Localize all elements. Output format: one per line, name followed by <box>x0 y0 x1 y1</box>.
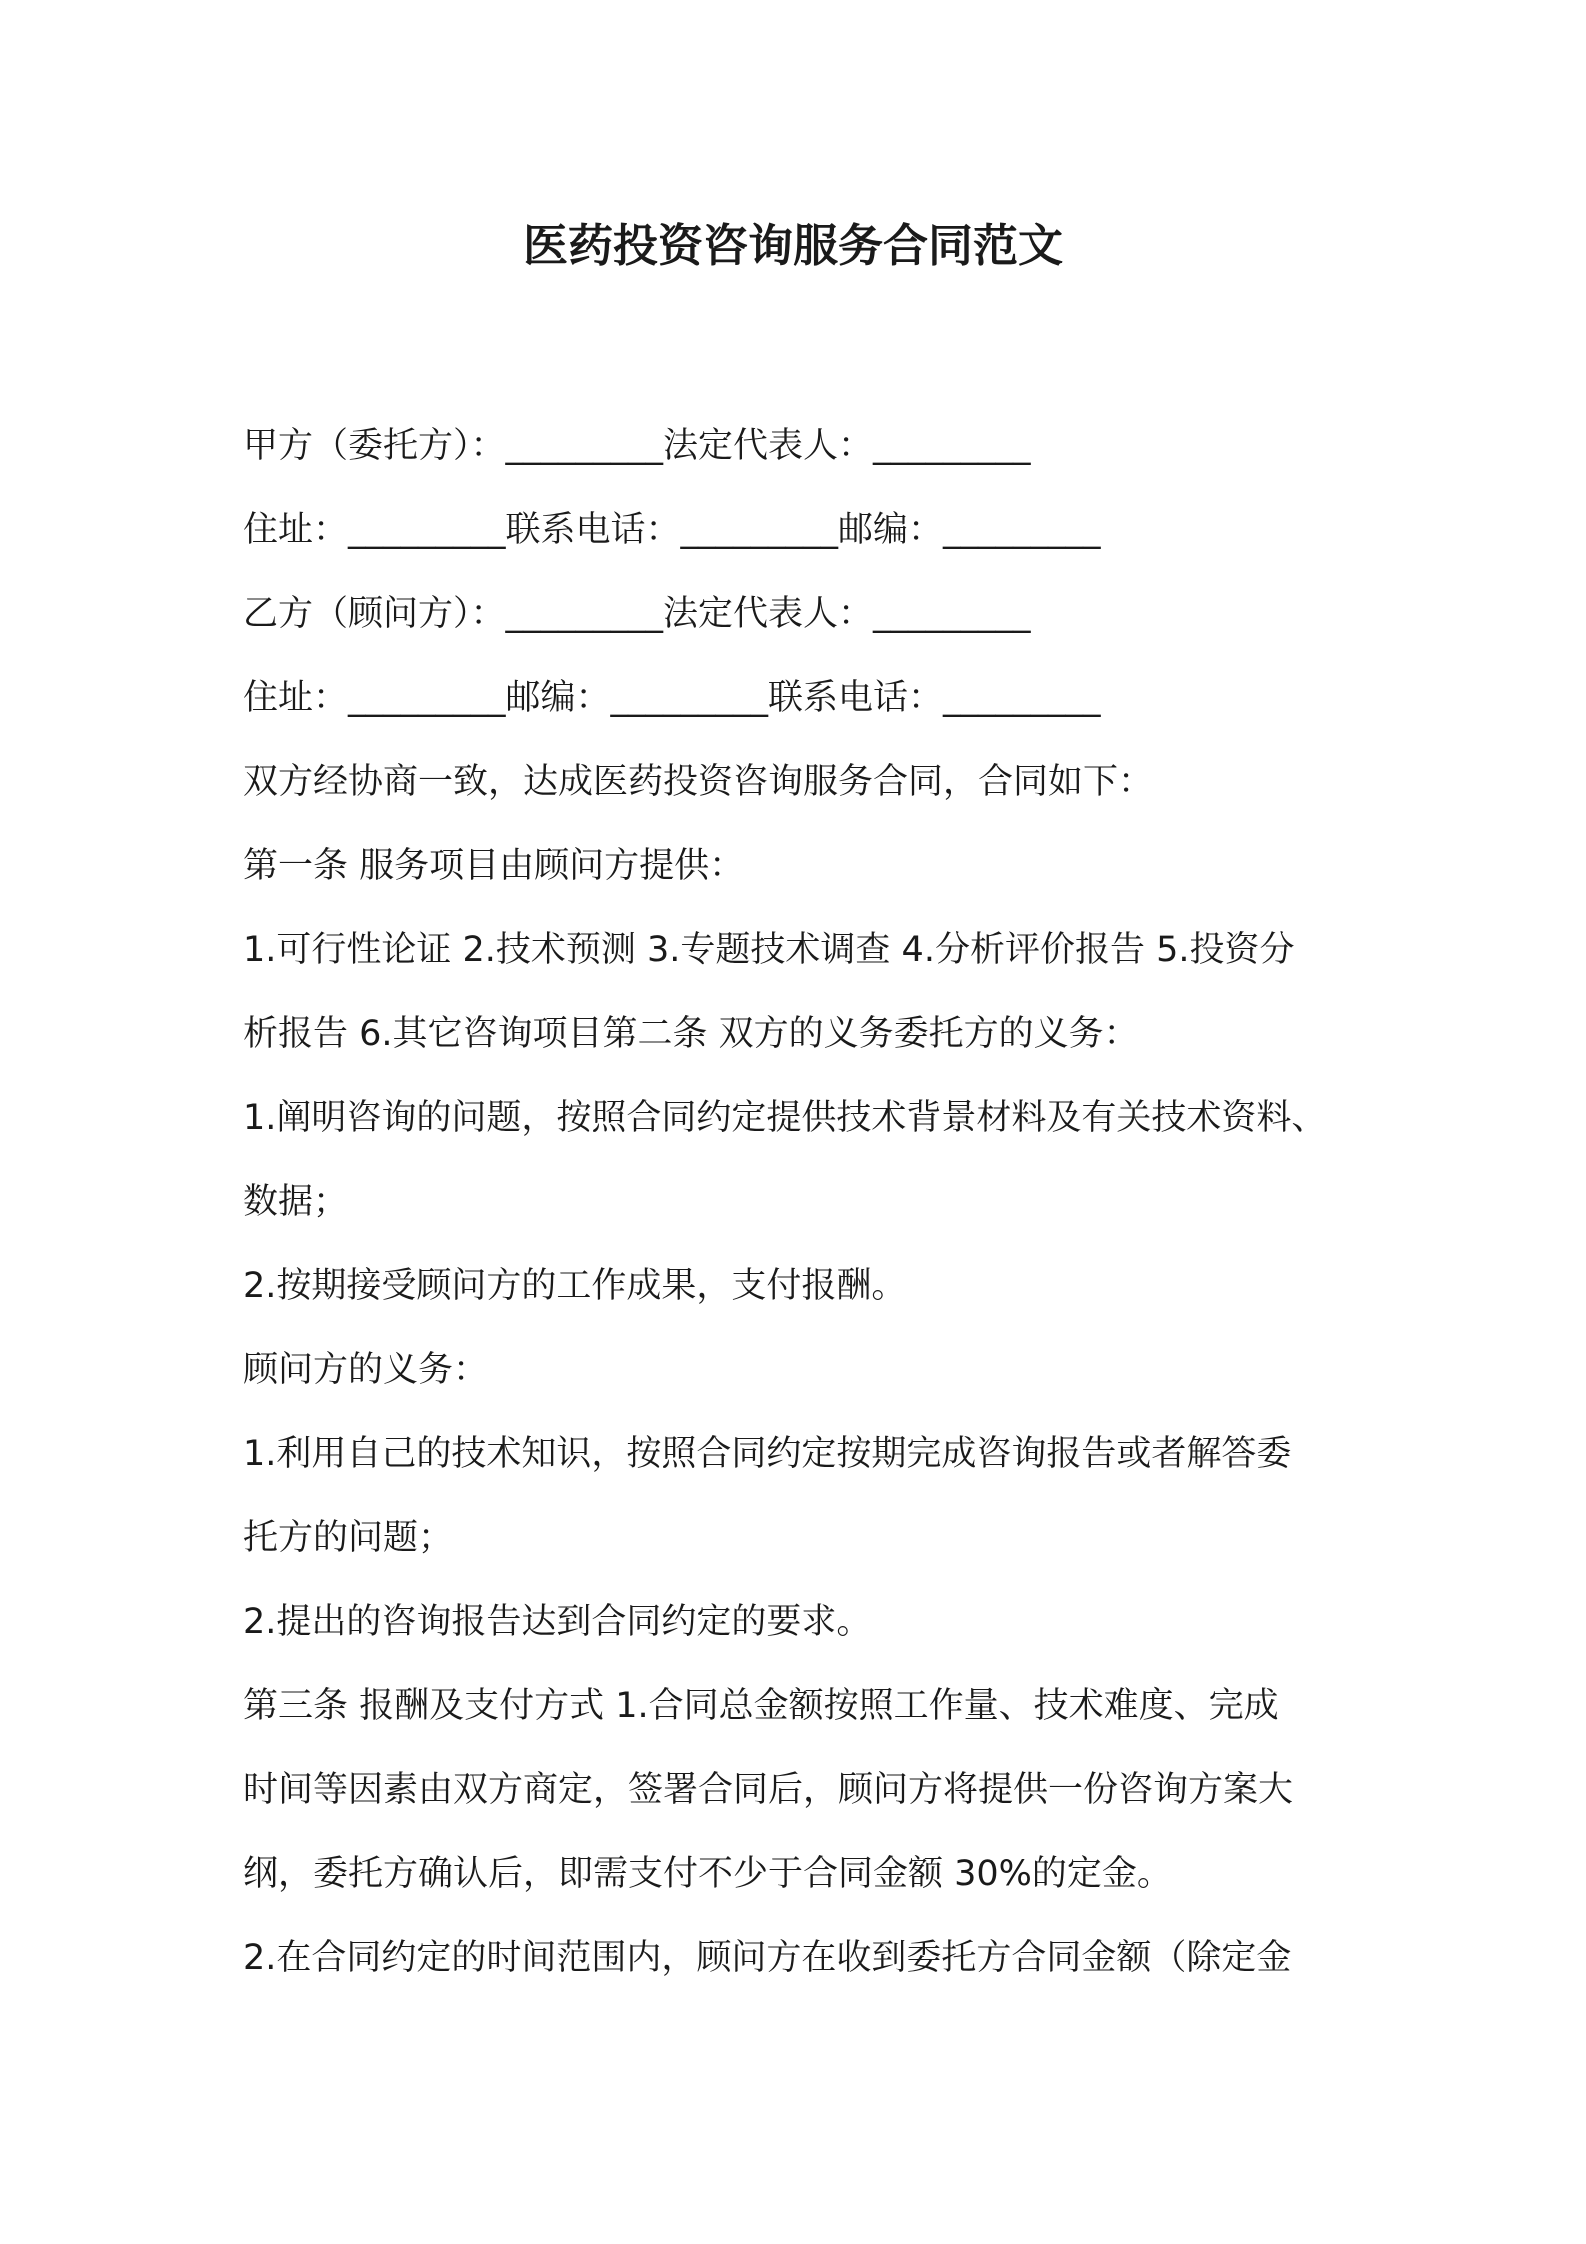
article-3-line-1: 第三条 报酬及支付方式 1.合同总金额按照工作量、技术难度、完成 <box>243 1686 1279 1726</box>
article-3-line-4: 2.在合同约定的时间范围内，顾问方在收到委托方合同金额（除定金 <box>243 1938 1292 1978</box>
document-body <box>243 404 1393 2000</box>
consultant-duty-1-line-1: 1.利用自己的技术知识，按照合同约定按期完成咨询报告或者解答委 <box>243 1434 1292 1474</box>
party-b-address-line: 住址：_________邮编：_________联系电话：_________ <box>243 678 1101 718</box>
document-title: 医药投资咨询服务合同范文 <box>522 219 1063 272</box>
client-duty-2-line: 2.按期接受顾问方的工作成果，支付报酬。 <box>243 1266 907 1306</box>
client-duty-1-line-2: 数据； <box>243 1182 349 1222</box>
article-1-items-line-1: 1.可行性论证 2.技术预测 3.专题技术调查 4.分析评价报告 5.投资分 <box>243 930 1295 970</box>
consultant-duty-1-line-2: 托方的问题； <box>243 1518 454 1558</box>
agreement-intro-line: 双方经协商一致，达成医药投资咨询服务合同，合同如下： <box>243 762 1154 802</box>
article-1-heading: 第一条 服务项目由顾问方提供： <box>243 846 745 886</box>
article-3-line-3: 纲，委托方确认后，即需支付不少于合同金额 30%的定金。 <box>243 1854 1172 1894</box>
client-duty-1-line-1: 1.阐明咨询的问题，按照合同约定提供技术背景材料及有关技术资料、 <box>243 1098 1327 1138</box>
consultant-duties-heading: 顾问方的义务： <box>243 1350 489 1390</box>
party-a-line: 甲方（委托方）：_________法定代表人：_________ <box>243 426 1031 466</box>
consultant-duty-2-line: 2.提出的咨询报告达到合同约定的要求。 <box>243 1602 872 1642</box>
party-a-address-line: 住址：_________联系电话：_________邮编：_________ <box>243 510 1101 550</box>
article-1-items-line-2: 析报告 6.其它咨询项目第二条 双方的义务委托方的义务： <box>243 1014 1139 1054</box>
party-b-line: 乙方（顾问方）：_________法定代表人：_________ <box>243 594 1031 634</box>
article-3-line-2: 时间等因素由双方商定，签署合同后，顾问方将提供一份咨询方案大 <box>243 1770 1294 1810</box>
